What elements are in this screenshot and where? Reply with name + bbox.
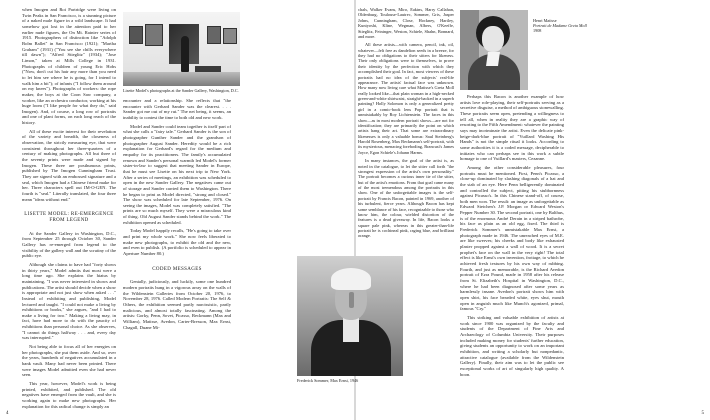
paragraph: Model and Sander could team together is itself part of what she calls a "fairy tale." Gerhard Sander is the son of photographer Gunther Sander and the grandson of photographer August Sander. Heredity would be a rich explanation for Gerhard's regard for the medium and empathy for its practitioners. The family's accumulated renown and Sander's personal warmth led Model's former sister-in-law to suggest that meeting Sander in Europe, that he must see Lisette on his next trip to New York. After a series of meetings, an exhibition was scheduled to open in the new Sander Gallery. The negatives came out of storage and Sander carried them to Washington. There he began to print as Model directed, "strong and closed." The show was scheduled for late September, 1976. On seeing the images, Model was completely satisfied. "The prints are so much myself. They were a miraculous kind of thing. Old August Sander stands behind the work." The exhibition opened as scheduled.: [123, 123, 231, 225]
paragraph: At the Sander Gallery in Washington, D.C., from September 25 through October 30, Sander Gallery has re-emerged from legend to the visibility of the gallery wall and the scrutiny of the public eye.: [22, 230, 116, 259]
caption-year: 1908: [533, 28, 542, 33]
matisse-caption: [533, 18, 593, 33]
photo-caption: Frederick Sommer, Max Ernst, 1946: [297, 378, 359, 383]
page-number: 5: [701, 411, 704, 416]
photo-caption: Lisette Model's photographs at the Sander Gallery, Washington, D.C.: [123, 88, 239, 93]
paragraph: Genially, judiciously, and luckily, some one hundred modern portraits hung in a vigorous array on the walls of the Wildenstein Galleries from October 20, 1976, to November 28, 1976. Called Modern Portraits: The Self & Others, the exhibition seemed partly narcissistic, partly malicious, and almost totally fascinating. Among the artists: Gorky, Penn, Sovet, Picasso, Beckmann (Max and William), Matisse, Avedon, Carter-Bresson, Max Ernst, Chagall, Duane Mi-: [123, 279, 231, 330]
left-column-1: [22, 7, 116, 412]
paragraph: Perhaps this Bacon is another example of how artists love role-playing, their self-portraits serving as a secretive disguise, a method of ambiguous stonewalling. These portraits seem open, pretending a willingness to tell all, when in reality they are a graphic way of resorting to the Fifth Amendment: whatever the painting says may incriminate the artist. Even the delicate pink-beige-dark-blue portrait of "Vuillard Washing His Hands" is not the simple ritual it looks. According to some authorities it is a coded message, decipherable to initiates who can perhaps see in this work a subtle homage to one of Vuillard's masters, Cezanne.: [460, 94, 564, 162]
right-column-1: [358, 7, 454, 247]
paragraph: In many instances, the goal of the artist is, as noted in the catalogue, to let the sitter call forth "the strongest expression of the artist's own personality." The portrait becomes a curious inner tie of the sitter, but of the artist's emotions. From that goal came many of the most tremendous among the portraits in this show. One of the unforgettable images is the self-portrait by Francis Bacon, painted in 1969, another of his turbulent, fierce years. Although Bacon has kept some semblance of his face, recognizable to those who know him, the colour, wielded distortion of the features is a dead giveaway. In life, Bacon looks a square pale pink, whereas in this greater-than-life portrait he is cochineal pink, raging blue, and brilliant orange.: [358, 158, 454, 239]
paragraph: Among the other considerable pleasures, four portraits must be mentioned. First, Penn's Picasso, a close-up dominated by slashing diagonals of a hat and the stab of an eye. Here Penn belligerently dominated and controlled the subject, pitting his stubbornness against Picasso's. In this Chinese stand-off, of course, both men won. The result: an image as unforgettable as Edward Steichen's J.P. Morgan or Edward Weston's Pepper Number 30. The second portrait, one by Balthus, is of the enormous André Derain in a striped bathrobe, his face as plain as an old egg, fixed. The third is Frederick Sommer's unmistakable Max Ernst, a photograph made in 1946. The unreached eyes of M.E. are like swerves; his cheeks and body like exhausted plaster propped against a wall of wood. It is a secret prophet's face on the wall in the very right! The total effect is like Ernst's own invention, frottage, to which he achieved fresh textures by his own way of rubbing. Fourth, and just as memorable, is the Richard Avedon portrait of Ezra Pound, made in 1958 after his release from St. Elizabeth's Hospital in Washington, D.C., where he had been diagnosed after some years as harmlessly insane. Avedon's portrait shows him with open shirt, his face bearded white, eyes shut, mouth open in anguish much like Munch's agonized, primal, famous "Cry.": [460, 164, 564, 312]
paragraph: Today Model happily recalls, "He's going to take over and print my whole work." She now feels liberated to make new photographs, to exhibit the old and the new, and even to publish. (A portfolio is scheduled to appear in Aperture Number 80.): [123, 228, 231, 257]
page-number: 4: [6, 411, 9, 416]
paragraph: Not being able to focus all of her energies on her photographs, she put them aside. And so, over the years, hundreds of negatives accumulated in a bank vault. Many had never been printed. There were images Model admitted even she had never seen.: [22, 344, 116, 378]
section-heading: CODED MESSAGES: [152, 266, 202, 272]
paragraph: Although she claims to have had "forty shows in thirty years," Model admits that most were a long time ago. She explains the hiatus by maintaining, "I was never interested in shows and publications. The artist should decide when a show is appropriate and not just show when asked . . ." Instead of exhibiting and publishing, Model lectured and taught. "I could not make a living by exhibitions or books," she argues, "and I had to make a living for two." Making a living may, in fact, have had more to do with the paucity of exhibitions than personal choice. As she observes, "I cannot do things halfway . . . and, every day was interrupted.": [22, 261, 116, 341]
gallery-photo: [123, 12, 240, 86]
paragraph: when Imogen and Roi Partridge were living on Twin Peaks in San Francisco, is a stunning picture of a naked male figure in a wild landscape. It had somehow got lost in the attention paid to her earlier nude figures, the On Mt. Rainier series of 1915. Photographers of distinction like "Adolph Bolm Ballet" in San Francisco (1921); "Martha Graham" (1931) ("You see she chills everywhere till dawn"); "Alfred Stieglitz" (1934); "Jose Limon," taken at Mills College in 1931. Photographs of children of young Eric Hobs ("Now, don't cut his hair any more than you need to let him see where he is going, for I intend to walk him a bit"); of infants ("I follow them around on my knees"). Photographs of workers: the rope maker, the boys at the Coon Saw company, a worker, like an orchestra conductor, working at his huge loom ("I like people for what they do," said Imogen). And, of course, a long row of portraits and one of plant forms, on each long reach of the history.: [22, 7, 116, 126]
caption-title: Portrait de Madame Greta Moll: [533, 23, 587, 28]
paragraph: encounter and a relationship. She reflects that "the encounter with Gerhard Sander was the clearest. . . . Sander got me out of my rut." The net being, it seems, an inability to contest the time to both old and new work.: [123, 98, 231, 120]
max-ernst-photo: [297, 256, 403, 376]
matisse-portrait: [460, 10, 528, 90]
right-column-2: [460, 94, 564, 412]
paragraph: chals, Walker Evans, Miro, Eakins, Harry Callahan, Oldenburg, Toulouse-Lautrec, Sommer, Gris, Jasper Johns, Cunningham, Close, Hockney, Hartley, Kuniyoshi, Kline, Wegman, Albers, O'Keeffe, Stieglitz, Feininger, Weston, Schiele, Shahn, Bonnard, and more.: [358, 7, 454, 39]
paragraph: All these artists—with camera, pencil, ink, oil, whatever—felt free as dandelion seeds in a breeze, for they had no obligations to their sitters for likeness. Their only obligations were to themselves, to prove their identity by the perfection with which they accomplished their goal. In fact, most viewers of these portraits had no idea of the subjects' real-life appearance. The artists' factual face was unknown. How many now living care what Matisse's Greta Moll really looked like—that plain woman in a high-necked green-and-white shirtwaist, straight-backed in a superb painting? Holly Solomon is only a generalized pretty girl in a comic-book lens Pop portrait that is unmistakably by Roy Lichtenstein. The faces in this show—as in most modern portrait shows—are not for identification; they are primarily the point on which artists hang their art. That some are extraordinary likenesses is only a valuable bonus: Saul Steinberg's Harold Rosenberg, Max Beckmann's self-portrait, with its mysterious, menacing foreboding, Brancusi's James Joyce, Egon Schiele's Johann Harms.: [358, 42, 454, 155]
section-heading: LISETTE MODEL: RE-EMERGENCE FROM LEGEND: [24, 212, 114, 223]
paragraph: This year, however, Model's work is being printed, exhibited, and published. The old negatives have emerged from the vault, and she is working again to make new photographs. Her explanation for this radical change is simply an: [22, 381, 116, 409]
left-column-2: [123, 98, 231, 413]
caption-artist: Henri Matisse: [533, 18, 557, 23]
paragraph: This striking and valuable exhibition of artists at work since 1900 was organized by the faculty and students of the Department of Fine Arts and Archaeology of Columbia University. Their purposes included making money for students' further education, giving students an opportunity to work on an important exhibition, and writing a scholarly but nonpedantic, attractive catalogue (available from the Wildenstein Gallery). Finally, their aim was to let the public see exceptional works of art of singularly high quality. A boon.: [460, 314, 564, 377]
paragraph: All of these excite interest for their revelation of the variety and breadth, the closeness of observation, the strictly measuring eye, that were consistent throughout her three-quarters of a century of making photographs. All but three of the seventy prints were made and signed by Imogen. These three are posthumous prints, published by The Imogen Cunningham Trust. They are signed with an embossed signature and a seal, which Imogen had a Chinese friend make for her. Three characters spell out IM-O-GEN. The fourth is "seal." Literally translated, the four three mean "ideas without end.": [22, 128, 116, 202]
